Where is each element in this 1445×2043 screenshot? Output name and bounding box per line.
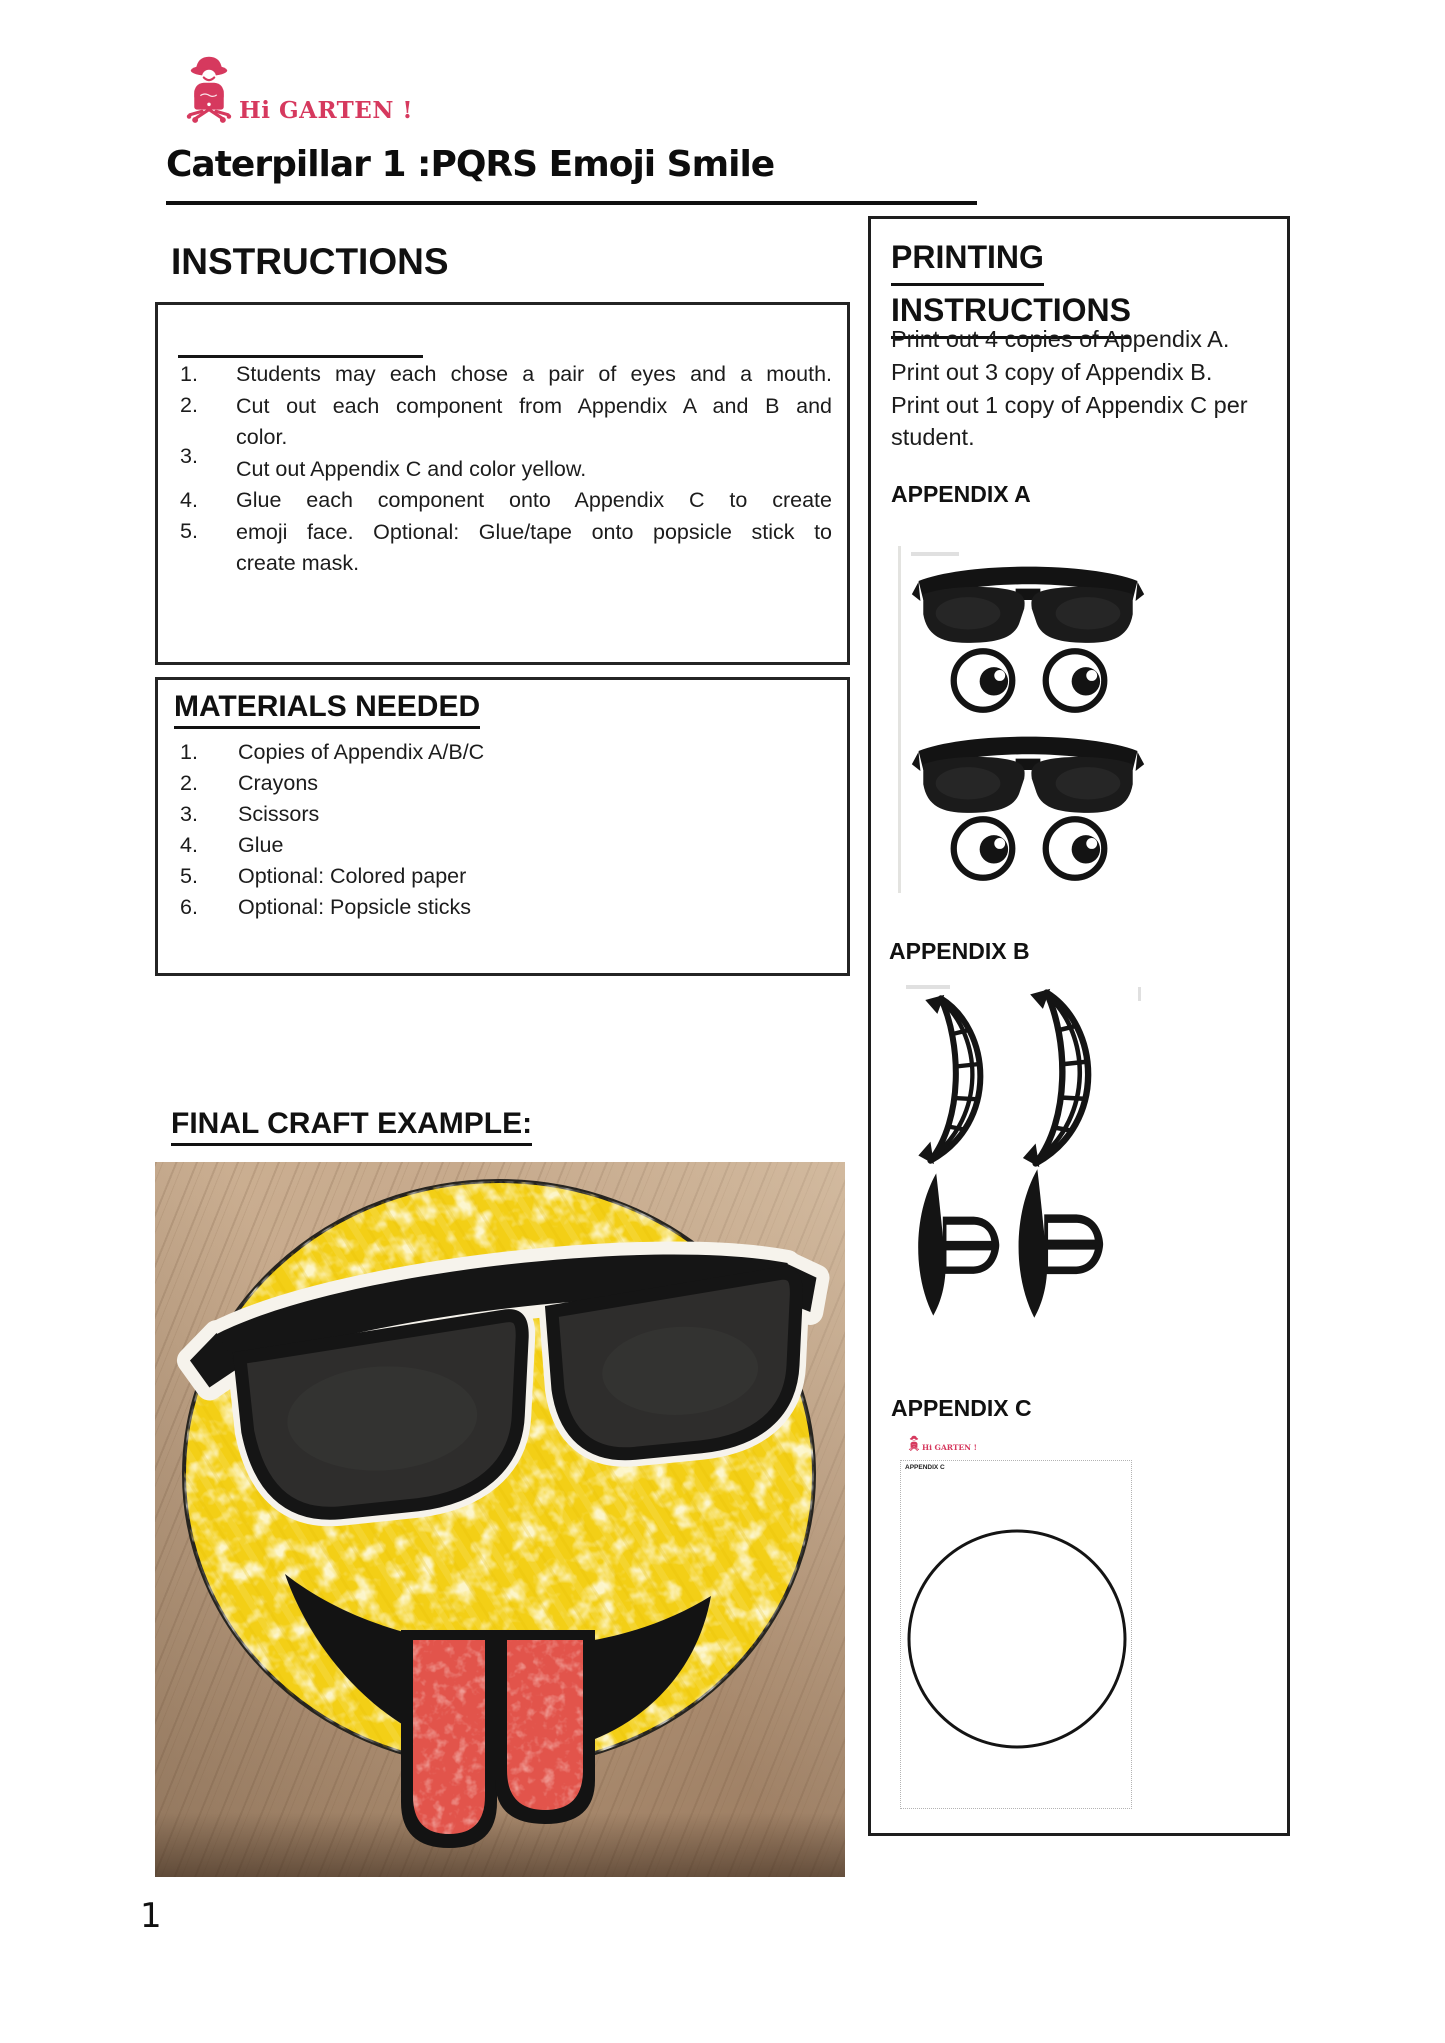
brand-name: Hi GARTEN ! bbox=[922, 1443, 977, 1452]
instruction-line: Students may each chose a pair of eyes and a mouth. bbox=[236, 362, 832, 386]
material-item: Copies of Appendix A/B/C bbox=[238, 740, 485, 764]
appendix-a-graphic bbox=[898, 546, 1156, 893]
material-item: Optional: Colored paper bbox=[238, 864, 467, 888]
instruction-line: create mask. bbox=[236, 551, 360, 575]
eyes-graphic bbox=[937, 646, 1121, 715]
list-number: 5. bbox=[180, 519, 198, 543]
list-number: 2. bbox=[180, 771, 198, 795]
tongue-mouth-graphic bbox=[1012, 1167, 1104, 1320]
blank-underline bbox=[178, 355, 423, 358]
list-number: 3. bbox=[180, 444, 198, 468]
title-underline bbox=[166, 201, 977, 205]
printing-line: Print out 4 copies of Appendix A. bbox=[891, 326, 1230, 352]
materials-heading bbox=[174, 690, 480, 729]
appendix-c-label: APPENDIX C bbox=[891, 1395, 1032, 1421]
instruction-line: Cut out each component from Appendix A and B and bbox=[236, 393, 832, 418]
grin-mouth-graphic bbox=[1012, 987, 1112, 1169]
appendix-a-label: APPENDIX A bbox=[891, 481, 1031, 507]
printing-line: Print out 3 copy of Appendix B. bbox=[891, 358, 1213, 385]
printing-instructions-text bbox=[891, 323, 1248, 454]
page-title: Caterpillar 1 :PQRS Emoji Smile bbox=[166, 144, 775, 185]
appendix-b-label: APPENDIX B bbox=[889, 938, 1030, 964]
printing-heading-line: PRINTING bbox=[891, 233, 1044, 286]
grin-mouth-graphic bbox=[908, 993, 1003, 1166]
list-number: 3. bbox=[180, 802, 198, 826]
printing-panel bbox=[868, 216, 1290, 1836]
instructions-box bbox=[155, 302, 850, 665]
list-number: 1. bbox=[180, 740, 198, 764]
instruction-line: color. bbox=[236, 425, 288, 449]
printing-heading-line: INSTRUCTIONS bbox=[891, 286, 1131, 339]
material-item: Optional: Popsicle sticks bbox=[238, 895, 472, 919]
list-number: 2. bbox=[180, 393, 198, 417]
material-item: Scissors bbox=[238, 802, 320, 826]
sunglasses-graphic bbox=[909, 726, 1147, 814]
materials-heading-text: MATERIALS NEEDED bbox=[174, 690, 480, 729]
list-number: 4. bbox=[180, 833, 198, 857]
appendix-c-template bbox=[900, 1460, 1132, 1809]
appendix-c-mini-logo bbox=[908, 1435, 977, 1452]
emoji-graphic bbox=[155, 1162, 845, 1877]
list-number: 1. bbox=[180, 362, 198, 386]
materials-box bbox=[155, 677, 850, 976]
instructions-text bbox=[236, 359, 832, 580]
appendix-c-template-label: APPENDIX C bbox=[905, 1464, 945, 1471]
robot-icon bbox=[908, 1435, 920, 1452]
page-number: 1 bbox=[140, 1896, 162, 1936]
eyes-graphic bbox=[937, 814, 1121, 883]
material-item: Crayons bbox=[238, 771, 319, 795]
printing-line: student. bbox=[891, 424, 975, 451]
list-number: 5. bbox=[180, 864, 198, 888]
tongue-mouth-graphic bbox=[912, 1171, 1000, 1318]
brand-logo bbox=[183, 54, 413, 127]
circle-template-graphic bbox=[901, 1461, 1131, 1808]
fine-print-smudge bbox=[906, 985, 950, 989]
instructions-heading: INSTRUCTIONS bbox=[171, 241, 449, 282]
appendix-b-graphic bbox=[898, 981, 1143, 1321]
list-number: 4. bbox=[180, 488, 198, 512]
material-item: Glue bbox=[238, 833, 284, 857]
craft-photo bbox=[155, 1162, 845, 1877]
brand-name: Hi GARTEN ! bbox=[239, 97, 413, 124]
printing-line: Print out 1 copy of Appendix C per bbox=[891, 391, 1248, 418]
sunglasses-graphic bbox=[909, 556, 1147, 644]
instruction-line: Glue each component onto Appendix C to create bbox=[236, 488, 832, 512]
instruction-line: Cut out Appendix C and color yellow. bbox=[236, 456, 587, 481]
list-number: 6. bbox=[180, 895, 198, 919]
fine-print-smudge bbox=[1138, 987, 1141, 1001]
final-example-heading bbox=[171, 1107, 532, 1146]
robot-icon bbox=[183, 54, 235, 127]
final-example-heading-text: FINAL CRAFT EXAMPLE: bbox=[171, 1107, 532, 1146]
instruction-line: emoji face. Optional: Glue/tape onto popsicle stick to bbox=[236, 519, 832, 544]
